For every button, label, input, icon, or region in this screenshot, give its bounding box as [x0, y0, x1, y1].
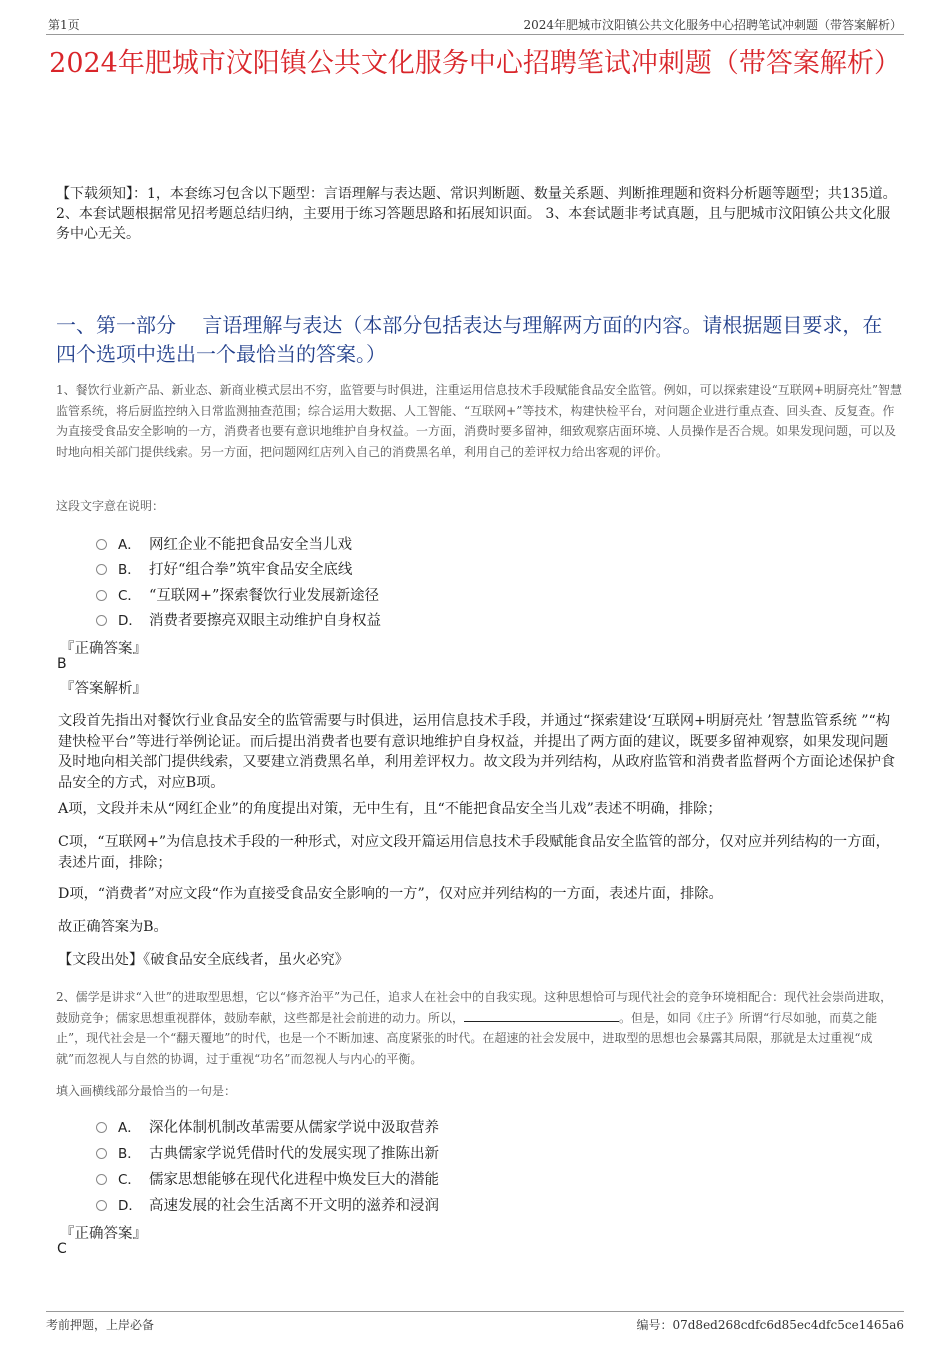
document-title: 2024年肥城市汶阳镇公共文化服务中心招聘笔试冲刺题（带答案解析） [49, 48, 901, 79]
footer-doc-id: 编号：07d8ed268cdfc6d85ec4dfc5ce1465a6 [636, 1318, 904, 1332]
question-1-answer: B [57, 656, 67, 672]
radio-icon[interactable] [96, 564, 107, 575]
question-2-option-a[interactable]: A． 深化体制机制改革需要从儒家学说中汲取营养 [96, 1116, 439, 1137]
download-notice: 【下载须知】：1，本套练习包含以下题型：言语理解与表达题、常识判断题、数量关系题、判断推理题和资料分析题等题型；共135道。 2、本套试题根据常见招考题总结归纳，主要用于练习答题思路和拓展知识面。 3、本套试题非考试真题，且与肥城市汶阳镇公共文化服务中心无关。 [56, 186, 897, 242]
header-doc-title: 2024年肥城市汶阳镇公共文化服务中心招聘笔试冲刺题（带答案解析） [523, 18, 902, 32]
page-number: 第1页 [48, 18, 80, 32]
question-1-answer-label: 『正确答案』 [60, 641, 147, 657]
question-2-option-b[interactable]: B． 古典儒家学说凭借时代的发展实现了推陈出新 [96, 1142, 439, 1163]
fill-blank [464, 1009, 619, 1022]
analysis-paragraph-5: 故正确答案为B。 [58, 919, 168, 935]
analysis-paragraph-1: 文段首先指出对餐饮行业食品安全的监管需要与时俱进，运用信息技术手段，并通过“探索建设‘互联网+明厨亮灶 ’智慧监管系统 ”“构建快检平台”等进行举例论证。而后提出消费者也要有意识地维护自身权益，并提出了两方面的建议，既要多留神观察，如果发现问题及时地向相关部门提供线索，又要建立消费黑名单，利用差评权力。故文段为并列结构，从政府监管和消费者监督两个方面论述保护食品安全的方式，对应B项。 [58, 713, 896, 791]
question-2-option-d[interactable]: D． 高速发展的社会生活离不开文明的滋养和浸润 [96, 1194, 439, 1215]
analysis-paragraph-3: C项，“互联网+”为信息技术手段的一种形式，对应文段开篇运用信息技术手段赋能食品安全监管的部分，仅对应并列结构的一方面，表述片面，排除； [58, 834, 890, 871]
radio-icon[interactable] [96, 1174, 107, 1185]
footer-slogan: 考前押题，上岸必备 [46, 1318, 155, 1332]
question-2-option-c[interactable]: C． 儒家思想能够在现代化进程中焕发巨大的潜能 [96, 1168, 439, 1189]
question-2-text: 2、儒学是讲求“入世”的进取型思想，它以“修齐治平”为己任，追求人在社会中的自我实现。这种思想恰可与现代社会的竞争环境相配合：现代社会崇尚进取，鼓励竞争；儒家思想重视群体，鼓励奉献，这些都是社会前进的动力。所以， 。但是，如同《庄子》所谓“行尽如驰，而莫之能止”，现代社会是一个“翻天覆地”的时代，也是一个不断加速、高度紧张的时代。在超速的社会发展中，进取型的思想也会暴露其局限，那就是太过重视“成就”而忽视人与自然的协调，过于重视“功名”而忽视人与内心的平衡。 [56, 990, 893, 1066]
question-1-analysis-label: 『答案解析』 [60, 681, 147, 697]
question-1-text: 1、餐饮行业新产品、新业态、新商业模式层出不穷，监管要与时俱进，注重运用信息技术手段赋能食品安全监管。例如，可以探索建设“互联网+明厨亮灶”智慧监管系统，将后厨监控纳入日常监测抽查范围；综合运用大数据、人工智能、“互联网+”等技术，构建快检平台，对问题企业进行重点查、回头查、反复查。作为直接受食品安全影响的一方，消费者也要有意识地维护自身权益。一方面，消费时要多留神，细致观察店面环境、人员操作是否合规。如果发现问题，可以及时地向相关部门提供线索。另一方面，把问题网红店列入自己的消费黑名单，利用自己的差评权力给出客观的评价。 [56, 383, 902, 459]
page-footer [46, 1311, 904, 1332]
question-2-answer: C [57, 1241, 67, 1257]
page-header [46, 14, 904, 35]
question-1-option-d[interactable]: D． 消费者要擦亮双眼主动维护自身权益 [96, 609, 381, 630]
analysis-paragraph-4: D项，“消费者”对应文段“作为直接受食品安全影响的一方”，仅对应并列结构的一方面，表述片面，排除。 [58, 886, 723, 902]
radio-icon[interactable] [96, 539, 107, 550]
question-2-prompt: 填入画横线部分最恰当的一句是： [56, 1084, 237, 1098]
question-2-answer-label: 『正确答案』 [60, 1226, 147, 1242]
radio-icon[interactable] [96, 1200, 107, 1211]
radio-icon[interactable] [96, 615, 107, 626]
question-1-source: 【文段出处】《破食品安全底线者，虽火必究》 [58, 952, 349, 968]
section-heading: 一、第一部分 言语理解与表达（本部分包括表达与理解两方面的内容。请根据题目要求，在四个选项中选出一个最恰当的答案。） [56, 313, 883, 366]
question-1-prompt: 这段文字意在说明： [56, 499, 165, 513]
question-1-option-a[interactable]: A． 网红企业不能把食品安全当儿戏 [96, 533, 352, 554]
radio-icon[interactable] [96, 1122, 107, 1133]
analysis-paragraph-2: A项，文段并未从“网红企业”的角度提出对策，无中生有，且“不能把食品安全当儿戏”表述不明确，排除； [58, 801, 722, 817]
question-1-option-b[interactable]: B． 打好“组合拳”筑牢食品安全底线 [96, 558, 352, 579]
question-1-option-c[interactable]: C． “互联网+”探索餐饮行业发展新途径 [96, 584, 379, 605]
radio-icon[interactable] [96, 1148, 107, 1159]
radio-icon[interactable] [96, 590, 107, 601]
